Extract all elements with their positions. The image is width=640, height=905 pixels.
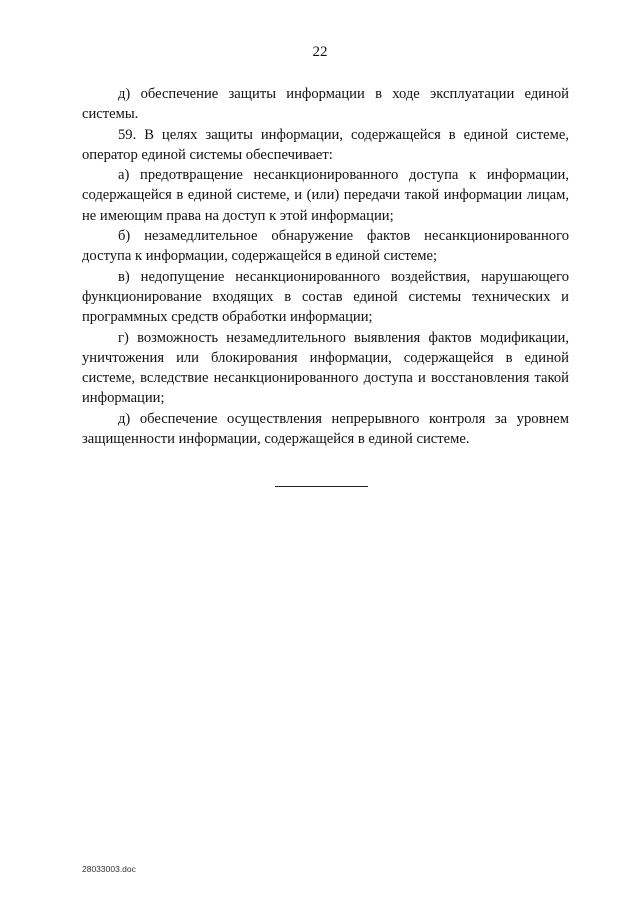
- document-body: [82, 84, 569, 449]
- page-number: 22: [312, 44, 328, 60]
- paragraph-item-g: г) возможность незамедлительного выявления фактов модификации, уничтожения или блокирования информации, содержащейся в единой системе, вследствие несанкционированного доступа и восстановления такой информации;: [82, 329, 569, 407]
- footer-doc-reference: 28033003.doc: [82, 864, 136, 874]
- paragraph-item-d: д) обеспечение осуществления непрерывного контроля за уровнем защищенности информации, содержащейся в единой системе.: [82, 410, 569, 448]
- paragraph-item-b: б) незамедлительное обнаружение фактов несанкционированного доступа к информации, содержащейся в единой системе;: [82, 228, 569, 265]
- end-of-document-rule: [275, 486, 368, 487]
- paragraph-item-59: 59. В целях защиты информации, содержащейся в единой системе, оператор единой системы обеспечивает:: [82, 126, 569, 163]
- paragraph-item-a: а) предотвращение несанкционированного доступа к информации, содержащейся в единой системе, и (или) передачи такой информации лицам, не имеющим права на доступ к этой информации;: [82, 167, 569, 224]
- paragraph-item-v: в) недопущение несанкционированного воздействия, нарушающего функционирование входящих в состав единой системы технических и программных средств обработки информации;: [82, 268, 569, 326]
- paragraph-protection-during-operation: д) обеспечение защиты информации в ходе эксплуатации единой системы.: [82, 86, 569, 123]
